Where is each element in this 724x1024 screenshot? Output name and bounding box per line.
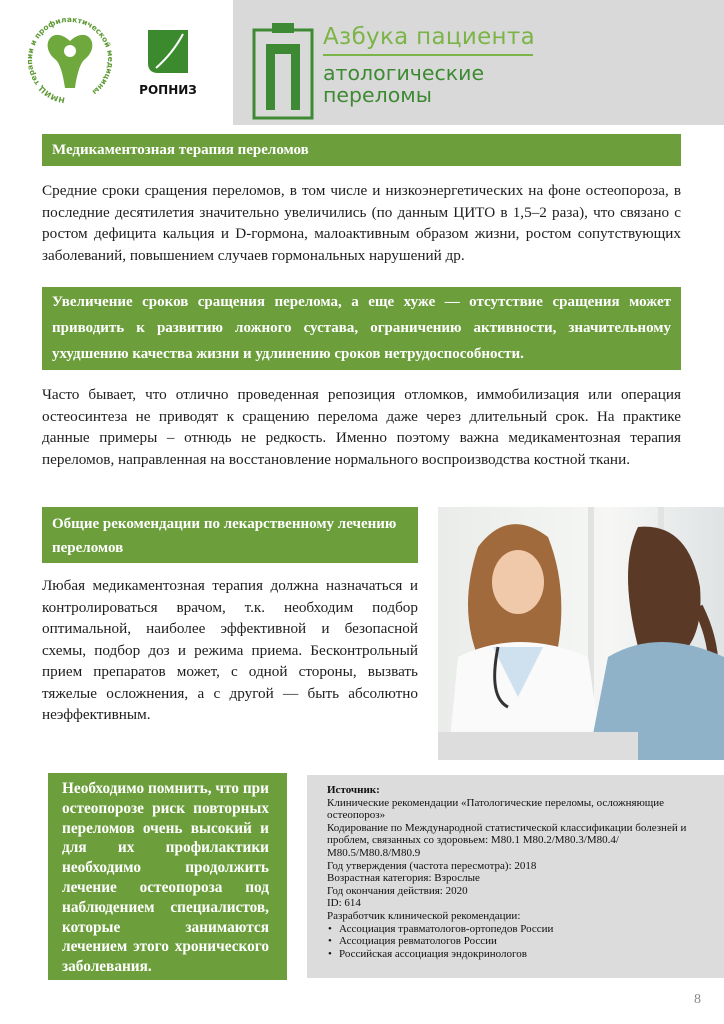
paragraph-recommendations: Любая медикаментозная терапия должна назначаться и контролироваться врачом, т.к. необходим подбор оптимальной, наиболее эффективной и безопасной схемы, подбор доз и режима приема. Бесконтрольный прием препаратов может, с одной стороны, вызвать тяжелые осложнения, а с другой — быть абсолютно неэффективным. <box>42 577 418 723</box>
developer-item: • Ассоциация травматологов-ортопедов России <box>339 923 704 936</box>
source-box <box>307 775 724 978</box>
page-title <box>323 62 484 106</box>
logo-nmic <box>28 14 112 110</box>
reminder-box: Необходимо помнить, что при остеопорозе риск повторных переломов очень высокий и для их профилактики необходимо продолжить лечение остеопороза под наблюдением специалистов, которые занимаются лечением этого хронического заболевания. <box>48 773 287 980</box>
section-heading-recommendations: Общие рекомендации по лекарственному лечению переломов <box>42 507 418 563</box>
source-line: Возрастная категория: Взрослые <box>327 872 480 885</box>
logo-ropniz-text: РОПНИЗ <box>139 83 197 97</box>
source-line: ID: 614 <box>327 897 361 910</box>
source-heading: Источник: <box>327 784 380 796</box>
clipboard-icon <box>252 22 314 120</box>
source-line: Кодирование по Международной статистической классификации болезней и проблем, связанных со здоровьем: M80.1 M80.2/M80.3/M80.4/ M80.5/M80.8/M80.9 <box>327 821 687 859</box>
title-line-1: атологические <box>323 61 485 85</box>
source-line: Разработчик клинической рекомендации: <box>327 909 521 922</box>
doctor-patient-photo <box>438 507 724 760</box>
paragraph-healing-time: Средние сроки сращения переломов, в том числе и низкоэнергетических на фоне остеопороза, в последние десятилетия значительно увеличились (по данным ЦИТО в 1,5–2 раза), что связано с ростом дефицита кальция и D-гормона, малоактивным образом жизни, ростом сопутствующих заболеваний, повышением случаев гормональных нарушений др. <box>42 182 681 264</box>
logo-nmic-text: НМИЦ те и профилактической цины <box>28 14 112 105</box>
source-line: Год утверждения (частота пересмотра): 2018 <box>327 859 537 872</box>
developer-item: • Ассоциация ревматологов России <box>339 935 704 948</box>
source-line: Клинические рекомендации «Патологические переломы, осложняющие остеопороз» <box>327 796 665 822</box>
source-line: Год окончания действия: 2020 <box>327 884 468 897</box>
paragraph-reposition: Часто бывает, что отлично проведенная репозиция отломков, иммобилизация или операция остеосинтеза не приводят к сращению перелома даже через длительный срок. На практике данные примеры – отнюдь не редкость. Именно поэтому важна медикаментозная терапия переломов, направленная на восстановление нормального воспроизводства костной ткани. <box>42 386 681 468</box>
developer-list <box>327 923 704 961</box>
section-heading-therapy: Медикаментозная терапия переломов <box>42 134 681 166</box>
page-number: 8 <box>694 992 701 1007</box>
logo-ropniz <box>128 28 208 100</box>
series-title: Азбука пациента <box>323 24 535 50</box>
developer-item: • Российская ассоциация эндокринологов <box>339 948 704 961</box>
title-line-2: переломы <box>323 83 432 107</box>
title-divider <box>323 54 533 56</box>
callout-banner: Увеличение сроков сращения перелома, а еще хуже — отсутствие сращения может приводить к развитию ложного сустава, ограничению активности, значительному ухудшению качества жизни и удлинению сроков нетрудоспособности. <box>42 287 681 370</box>
